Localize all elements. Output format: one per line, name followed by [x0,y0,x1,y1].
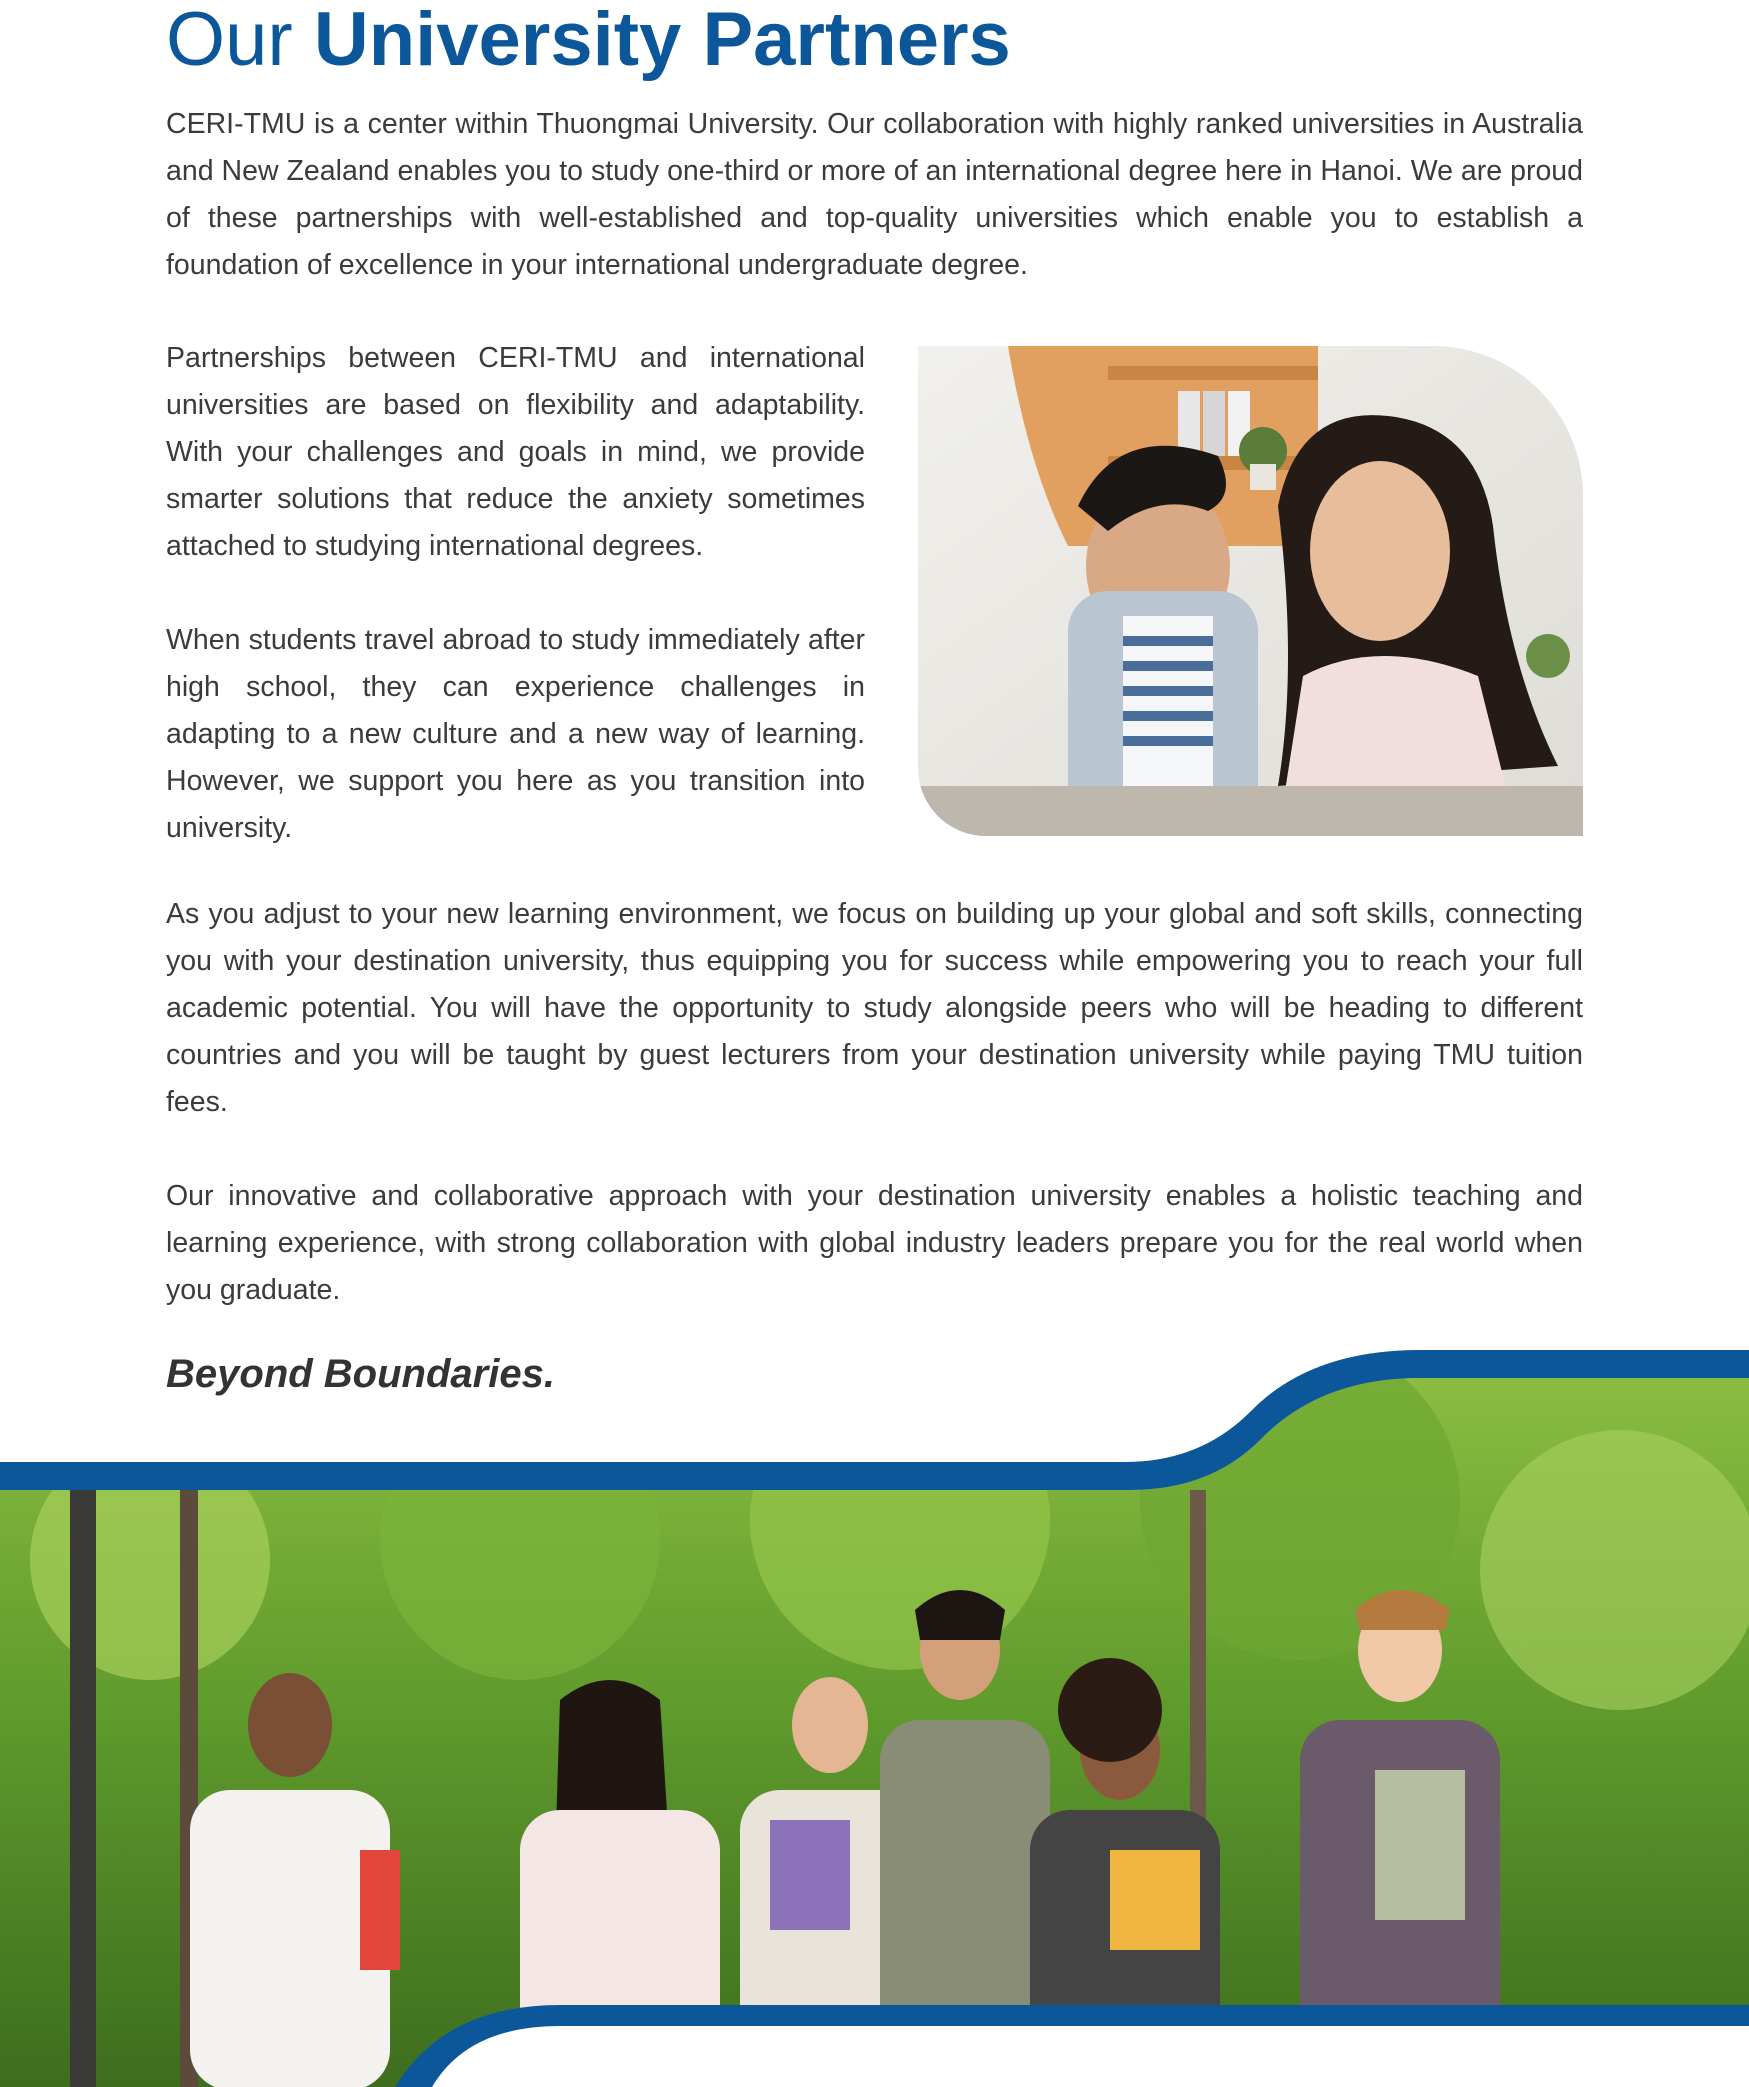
partnerships-paragraph: Partnerships between CERI-TMU and international universities are based on flexibility and adaptability. With your challenges and goals in mind, we provide smarter solutions that reduce the anxiety sometimes attached to studying international degrees. [166,342,865,562]
tagline: Beyond Boundaries. [166,1352,555,1396]
students-walking-photo [0,1340,1749,2087]
study-abroad-paragraph: When students travel abroad to study immediately after high school, they can experience challenges in adapting to a new culture and a new way of learning. However, we support you here as you transition into university. [166,624,865,844]
intro-paragraph: CERI-TMU is a center within Thuongmai University. Our collaboration with highly ranked universities in Australia and New Zealand enables you to study one-third or more of an international degree here in Hanoi. We are proud of these partnerships with well-established and top-quality universities which enable you to establish a foundation of excellence in your international undergraduate degree. [166,108,1583,281]
students-studying-photo [918,346,1583,836]
title-part-university-partners: University Partners [313,0,1011,82]
title-part-our: Our [166,0,293,82]
approach-paragraph: Our innovative and collaborative approach with your destination university enables a holistic teaching and learning experience, with strong collaboration with global industry leaders prepare you for the real world when you graduate. [166,1180,1583,1306]
page-title [166,0,1011,86]
learning-environment-paragraph: As you adjust to your new learning environment, we focus on building up your global and soft skills, connecting you with your destination university, thus equipping you for success while empowering you to reach your full academic potential. You will have the opportunity to study alongside peers who will be heading to different countries and you will be taught by guest lecturers from your destination university while paying TMU tuition fees. [166,898,1583,1118]
